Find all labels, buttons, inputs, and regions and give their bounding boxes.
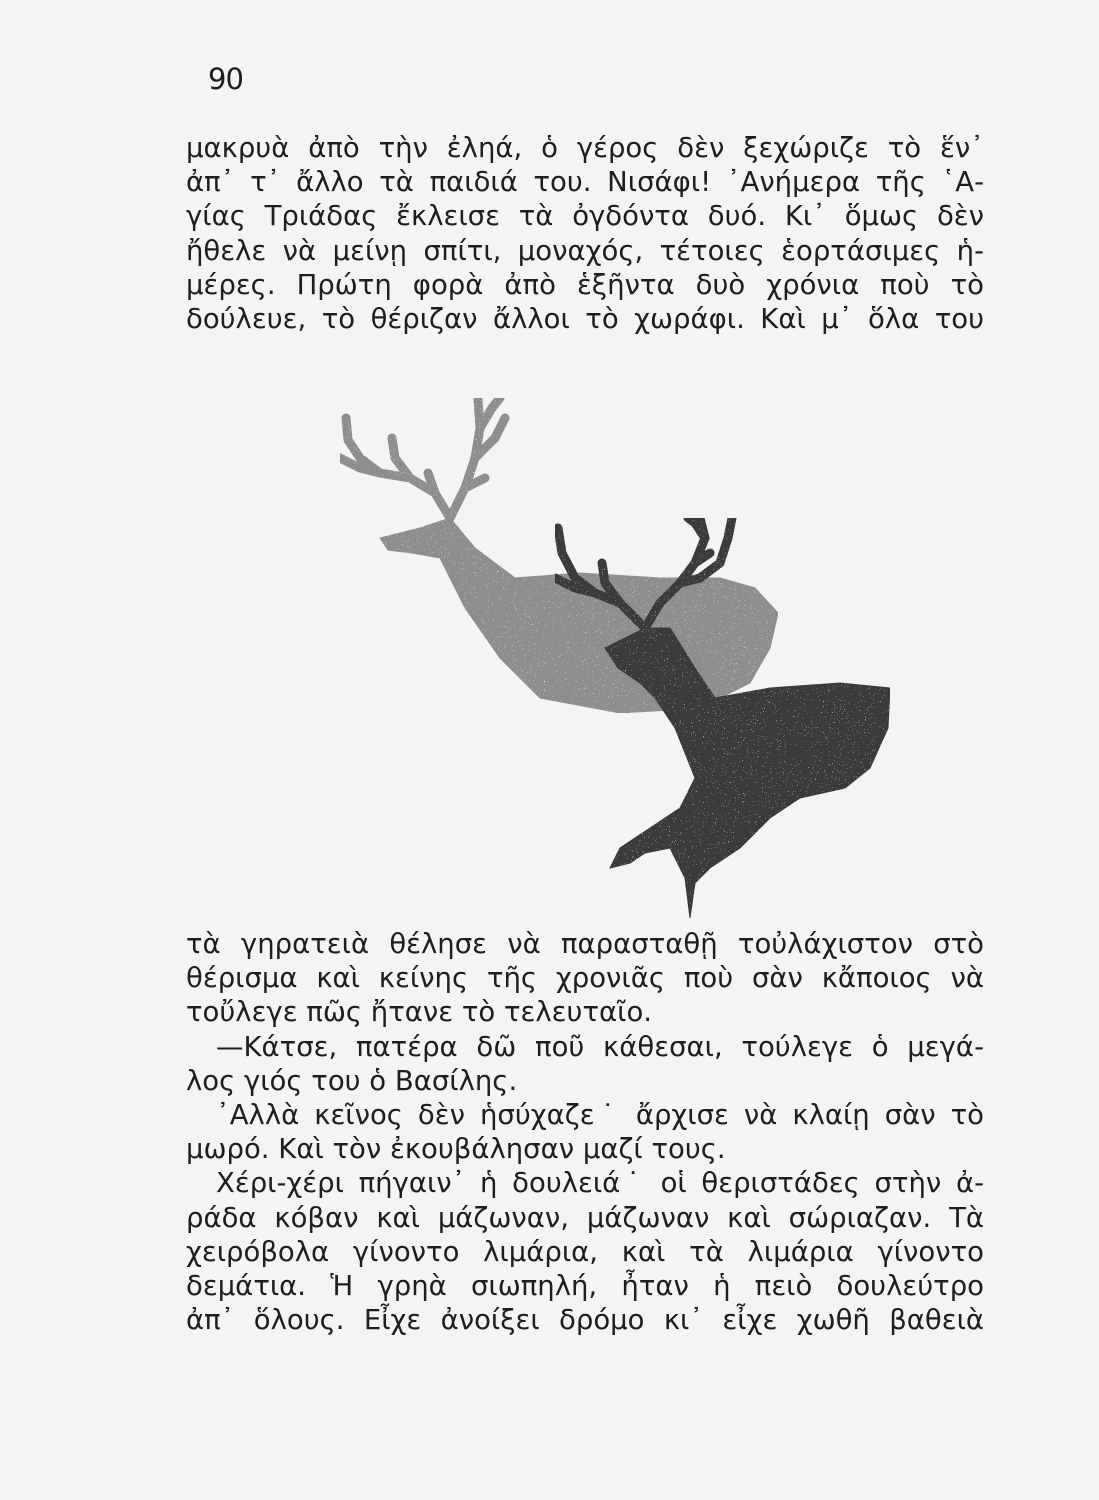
text-line: τὰ γηρατειὰ θέλησε νὰ παρασταθῇ τοὐλάχιστον στὸ bbox=[186, 928, 984, 960]
two-deer-silhouettes-icon bbox=[300, 378, 920, 918]
top-paragraph bbox=[186, 131, 984, 336]
text-line: τοὔλεγε πῶς ἤτανε τὸ τελευταῖο. bbox=[186, 996, 653, 1029]
text-line: δεμάτια. Ἡ γρηὰ σιωπηλή, ἦταν ἡ πειὸ δουλεύτρο bbox=[186, 1269, 984, 1302]
text-line: μωρό. Καὶ τὸν ἐκουβάλησαν μαζί τους. bbox=[186, 1133, 726, 1166]
text-line: ἀπ᾽ ὅλους. Εἶχε ἀνοίξει δρόμο κι᾽ εἶχε χωθῆ βαθειὰ bbox=[186, 1304, 984, 1337]
text-line: μακρυὰ ἀπὸ τὴν ἐληά, ὁ γέρος δὲν ξεχώριζε τὸ ἕν᾽ bbox=[186, 132, 984, 164]
text-line: ἤθελε νὰ μείνῃ σπίτι, μοναχός, τέτοιες ἑορτάσιμες ἡ- bbox=[186, 234, 984, 267]
text-line: ράδα κόβαν καὶ μάζωναν, μάζωναν καὶ σώριαζαν. Τὰ bbox=[186, 1201, 984, 1234]
text-line: θέρισμα καὶ κείνης τῆς χρονιᾶς ποὺ σὰν κἄποιος νὰ bbox=[186, 962, 984, 995]
text-line: ᾽Αλλὰ κεῖνος δὲν ἡσύχαζε˙ ἄρχισε νὰ κλαίῃ σὰν τὸ bbox=[216, 1098, 984, 1131]
text-line: χειρόβολα γίνοντο λιμάρια, καὶ τὰ λιμάρια γίνοντο bbox=[186, 1235, 984, 1268]
text-line: Χέρι-χέρι πήγαιν᾽ ἡ δουλειά˙ οἱ θεριστάδες στὴν ἀ- bbox=[216, 1167, 984, 1200]
text-line: γίας Τριάδας ἔκλεισε τὰ ὀγδόντα δυό. Κι᾽ ὅμως δὲν bbox=[186, 200, 984, 233]
deer-illustration bbox=[300, 378, 920, 918]
text-line: δούλευε, τὸ θέριζαν ἄλλοι τὸ χωράφι. Καὶ μ᾽ ὅλα του bbox=[186, 302, 984, 335]
text-line: ἀπ᾽ τ᾽ ἄλλο τὰ παιδιά του. Νισάφι! ᾽Ανήμερα τῆς ῾Α- bbox=[186, 166, 984, 199]
text-line: —Κάτσε, πατέρα δῶ ποῦ κάθεσαι, τούλεγε ὁ μεγά- bbox=[216, 1030, 984, 1063]
text-line: μέρες. Πρώτη φορὰ ἀπὸ ἑξῆντα δυὸ χρόνια ποὺ τὸ bbox=[186, 268, 984, 301]
dark-deer bbox=[555, 518, 890, 918]
page-number: 90 bbox=[208, 62, 243, 96]
text-line: λος γιός του ὁ Βασίλης. bbox=[186, 1064, 518, 1097]
bottom-paragraphs bbox=[186, 927, 984, 1337]
